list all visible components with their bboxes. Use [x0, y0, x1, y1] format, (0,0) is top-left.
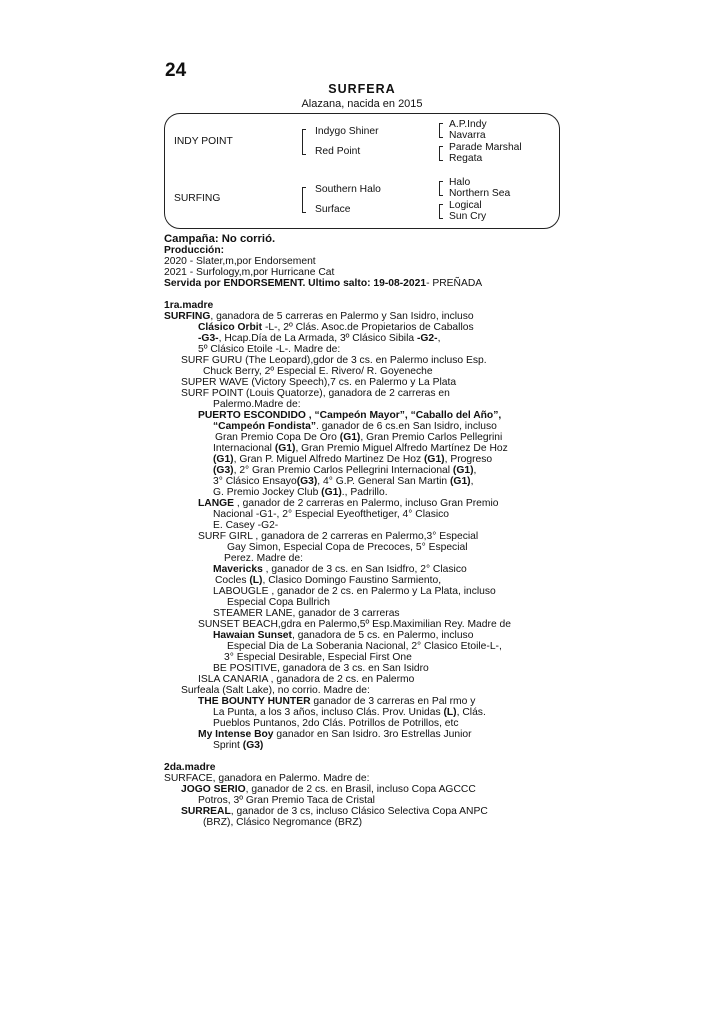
text-line: ISLA CANARIA , ganadora de 2 cs. en Palermo	[198, 674, 415, 685]
pedigree-dam: SURFING	[174, 193, 221, 204]
served-bold: Servida por ENDORSEMENT. Ultimo salto: 19-08-2021	[164, 278, 427, 289]
pedigree-sds: Parade Marshal	[449, 142, 522, 153]
pedigree-sire-dam: Red Point	[315, 146, 361, 157]
text-line: SURF GURU (The Leopard),gdor de 3 cs. en Palermo incluso Esp.	[181, 355, 487, 366]
text-line: Gran Premio Copa De Oro (G1), Gran Premio Carlos Pellegrini	[215, 432, 503, 443]
text-line: G. Premio Jockey Club (G1)., Padrillo.	[213, 487, 388, 498]
pedigree-ddd: Sun Cry	[449, 211, 487, 222]
text-line: La Punta, a los 3 años, incluso Clás. Prov. Unidas (L), Clás.	[213, 707, 486, 718]
production-title: Producción:	[164, 245, 225, 256]
bracket	[302, 187, 306, 213]
text-line: SUNSET BEACH,gdra en Palermo,5º Esp.Maximilian Rey. Madre de	[198, 619, 511, 630]
text-line: Surfeala (Salt Lake), no corrio. Madre de:	[181, 685, 370, 696]
text-line: STEAMER LANE, ganador de 3 carreras	[213, 608, 400, 619]
text-line: 3° Clásico Ensayo(G3), 4° G.P. General San Martin (G1),	[213, 476, 474, 487]
text-line: (BRZ), Clásico Negromance (BRZ)	[203, 817, 363, 828]
text-line: Internacional (G1), Gran Premio Miguel Alfredo Martínez De Hoz	[213, 443, 508, 454]
pedigree-dds: Logical	[449, 200, 482, 211]
text-line: SUPER WAVE (Victory Speech),7 cs. en Palermo y La Plata	[181, 377, 457, 388]
text-line: PUERTO ESCONDIDO , “Campeón Mayor”, “Caballo del Año”,	[198, 410, 502, 421]
text-line: Gay Simon, Especial Copa de Precoces, 5° Especial	[227, 542, 468, 553]
served-line	[164, 278, 584, 289]
text-line: “Campeón Fondista”. ganador de 6 cs.en San Isidro, incluso	[213, 421, 497, 432]
pedigree-box	[164, 113, 560, 229]
text-line: E. Casey -G2-	[213, 520, 279, 531]
text-line: SURREAL, ganador de 3 cs, incluso Clásico Selectiva Copa ANPC	[181, 806, 488, 817]
text-line: Mavericks , ganador de 3 cs. en San Isidfro, 2° Clasico	[213, 564, 467, 575]
text-line: Cocles (L), Clasico Domingo Faustino Sarmiento,	[215, 575, 442, 586]
horse-name: SURFERA	[328, 82, 396, 96]
second-dam-heading: 2da.madre	[164, 762, 216, 773]
bracket	[302, 129, 306, 155]
first-dam-heading: 1ra.madre	[164, 300, 214, 311]
text-line: Clásico Orbit -L-, 2º Clás. Asoc.de Propietarios de Caballos	[198, 322, 474, 333]
bracket	[439, 204, 443, 219]
pedigree-dam-sire: Southern Halo	[315, 184, 381, 195]
production-item: 2020 - Slater,m,por Endorsement	[164, 256, 316, 267]
text-line: Especial Copa Bullrich	[227, 597, 331, 608]
pedigree-dss: Halo	[449, 177, 471, 188]
pedigree-dsd: Northern Sea	[449, 188, 511, 199]
text-line: Potros, 3º Gran Premio Taca de Cristal	[198, 795, 375, 806]
bracket	[439, 181, 443, 196]
bracket	[439, 123, 443, 138]
text-line: Especial Dia de La Soberania Nacional, 2° Clasico Etoile-L-,	[227, 641, 502, 652]
text-line: Palermo.Madre de:	[213, 399, 301, 410]
text-line: Sprint (G3)	[213, 740, 264, 751]
bracket	[439, 146, 443, 161]
catalog-body	[164, 234, 584, 828]
served-status: - PREÑADA	[426, 278, 483, 289]
text-line: SURF POINT (Louis Quatorze), ganadora de 2 carreras en	[181, 388, 450, 399]
text-line: Perez. Madre de:	[224, 553, 303, 564]
text-line: LABOUGLE , ganador de 2 cs. en Palermo y La Plata, incluso	[213, 586, 496, 597]
pedigree-sss: A.P.Indy	[449, 119, 487, 130]
text-line: (G3), 2° Gran Premio Carlos Pellegrini Internacional (G1),	[213, 465, 477, 476]
text-line: My Intense Boy ganador en San Isidro. 3ro Estrellas Junior	[198, 729, 472, 740]
text-line: 3° Especial Desirable, Especial First One	[224, 652, 412, 663]
text-line: THE BOUNTY HUNTER ganador de 3 carreras en Pal rmo y	[198, 696, 476, 707]
text-line: -G3-, Hcap.Día de La Armada, 3º Clásico Sibila -G2-,	[198, 333, 441, 344]
text-line: JOGO SERIO, ganador de 2 cs. en Brasil, incluso Copa AGCCC	[181, 784, 476, 795]
text-line: SURFACE, ganadora en Palermo. Madre de:	[164, 773, 370, 784]
text-line: BE POSITIVE, ganadora de 3 cs. en San Isidro	[213, 663, 429, 674]
text-line: 5º Clásico Etoile -L-. Madre de:	[198, 344, 341, 355]
text-line: Pueblos Puntanos, 2do Clás. Potrillos de Potrillos, etc	[213, 718, 459, 729]
lot-number: 24	[165, 60, 187, 81]
text-line: Nacional -G1-, 2° Especial Eyeofthetiger, 4° Clasico	[213, 509, 450, 520]
text-line: SURFING, ganadora de 5 carreras en Palermo y San Isidro, incluso	[164, 311, 474, 322]
production-item: 2021 - Surfology,m,por Hurricane Cat	[164, 267, 335, 278]
pedigree-dam-dam: Surface	[315, 204, 351, 215]
text-line: Hawaian Sunset, ganadora de 5 cs. en Palermo, incluso	[213, 630, 474, 641]
pedigree-sdd: Regata	[449, 153, 483, 164]
pedigree-ssd: Navarra	[449, 130, 486, 141]
text-line: (G1), Gran P. Miguel Alfredo Martinez De Hoz (G1), Progreso	[213, 454, 493, 465]
text-line: SURF GIRL , ganadora de 2 carreras en Palermo,3° Especial	[198, 531, 479, 542]
horse-description: Alazana, nacida en 2015	[301, 98, 423, 110]
text-line: Chuck Berry, 2º Especial E. Rivero/ R. Goyeneche	[203, 366, 433, 377]
text-line: LANGE , ganador de 2 carreras en Palermo, incluso Gran Premio	[198, 498, 499, 509]
campaign-line: Campaña: No corrió.	[164, 233, 276, 245]
pedigree-sire-sire: Indygo Shiner	[315, 126, 379, 137]
pedigree-sire: INDY POINT	[174, 136, 233, 147]
